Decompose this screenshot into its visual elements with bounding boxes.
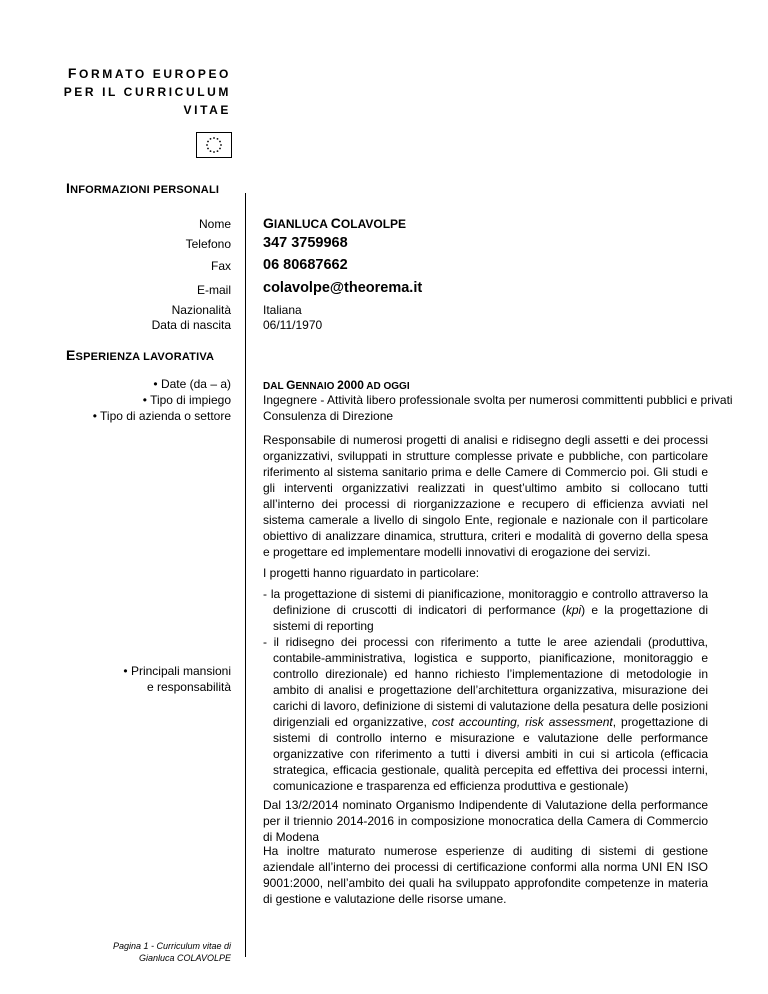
project-bullet-2: - il ridisegno dei processi con riferimento a tutte le aree aziendali (produttiva, contabile-amministrativa, logistica e supporto, pianificazione, monitoraggio e controllo direzionale) ed hanno richiesto l’implementazione di metodologie in ambito di analisi e progettazione dell’architettura organizzativa, misurazione dei carichi di lavoro, definizione di sistemi di valutazione della pesatura delle posizioni dirigenziali ed organizzative, cost accounting, risk assessment, progettazione di sistemi di controllo interno e misurazione e valutazione delle performance organizzative con riferimento a tutti i diversi ambiti in cui si articola (efficacia strategica, efficacia gestionale, qualità percepita ed effettiva dei processi interni, comunicazione e trasparenza ed efficienza produttiva e gestionale) [263,635,709,793]
birth-value: 06/11/1970 [263,318,323,332]
cv-format-line1: FORMATO EUROPEO [67,65,231,81]
birth-label: Data di nascita [151,318,231,332]
cv-format-title [64,64,231,119]
fax-value: 06 80687662 [263,257,348,273]
phone-value: 347 3759968 [263,235,348,251]
nationality-label: Nazionalità [171,303,231,317]
eu-stars-icon [197,133,231,157]
email-label: E-mail [196,283,231,297]
section-personal-info: INFORMAZIONI PERSONALI [66,180,220,196]
nationality-value: Italiana [263,303,302,317]
email-value: colavolpe@theorema.it [263,280,423,296]
cv-format-line3: VITAE [183,103,231,117]
project-bullet-1: - la progettazione di sistemi di pianificazione, monitoraggio e controllo attraverso la definizione di cruscotti di indicatori di performance (kpi) e la progettazione di sistemi di reporting [263,587,708,633]
page-footer: Pagina 1 - Curriculum vitae di Gianluca COLAVOLPE [112,941,231,963]
job-type-value: Ingegnere - Attività libero professionale svolta per numerosi committenti pubblici e privati [263,393,733,407]
experience-paragraph-4: Ha inoltre maturato numerose esperienze di auditing di sistemi di gestione aziendale all’interno dei processi di certificazione conformi alla norma UNI EN ISO 9001:2000, nell’ambito dei quali ha sviluppato approfondite competenze in materia di gestione e valutazione delle risorse umane. [263,844,708,906]
column-divider [245,193,246,957]
experience-paragraph-2: I progetti hanno riguardato in particolare: [263,566,480,580]
company-type-value: Consulenza di Direzione [263,409,394,423]
name-value: GIANLUCA COLAVOLPE [263,215,407,231]
eu-flag-logo [196,132,232,158]
cv-format-line2: PER IL CURRICULUM [63,85,231,99]
name-label: Nome [198,217,231,231]
fax-label: Fax [210,259,231,273]
experience-paragraph-3: Dal 13/2/2014 nominato Organismo Indipendente di Valutazione della performance per il triennio 2014-2016 in composizione monocratica della Camera di Commercio di Modena [263,798,708,844]
responsibilities-label: • Principali mansioni e responsabilità [123,664,231,694]
phone-label: Telefono [185,237,231,251]
dates-value: DAL GENNAIO 2000 AD OGGI [263,378,410,392]
company-type-label: • Tipo di azienda o settore [92,409,231,423]
dates-label: • Date (da – a) [153,377,231,391]
experience-paragraph-1: Responsabile di numerosi progetti di analisi e ridisegno degli assetti e dei processi organizzativi, sviluppati in strutture complesse private e pubbliche, con particolare riferimento al sistema sanitario prima e delle Camere di Commercio poi. Gli studi e gli interventi organizzativi realizzati in quest’ultimo ambito si collocano tutti all’interno dei processi di riorganizzazione e recupero di efficienza avviati nel sistema camerale a livello di singolo Ente, regionale e nazionale con il particolare obiettivo di analizzare dinamica, struttura, criteri e modalità di governo della spesa e progettare ed implementare modelli innovativi di erogazione dei servizi. [263,433,708,559]
section-work-experience: ESPERIENZA LAVORATIVA [66,347,215,363]
job-type-label: • Tipo di impiego [142,393,231,407]
